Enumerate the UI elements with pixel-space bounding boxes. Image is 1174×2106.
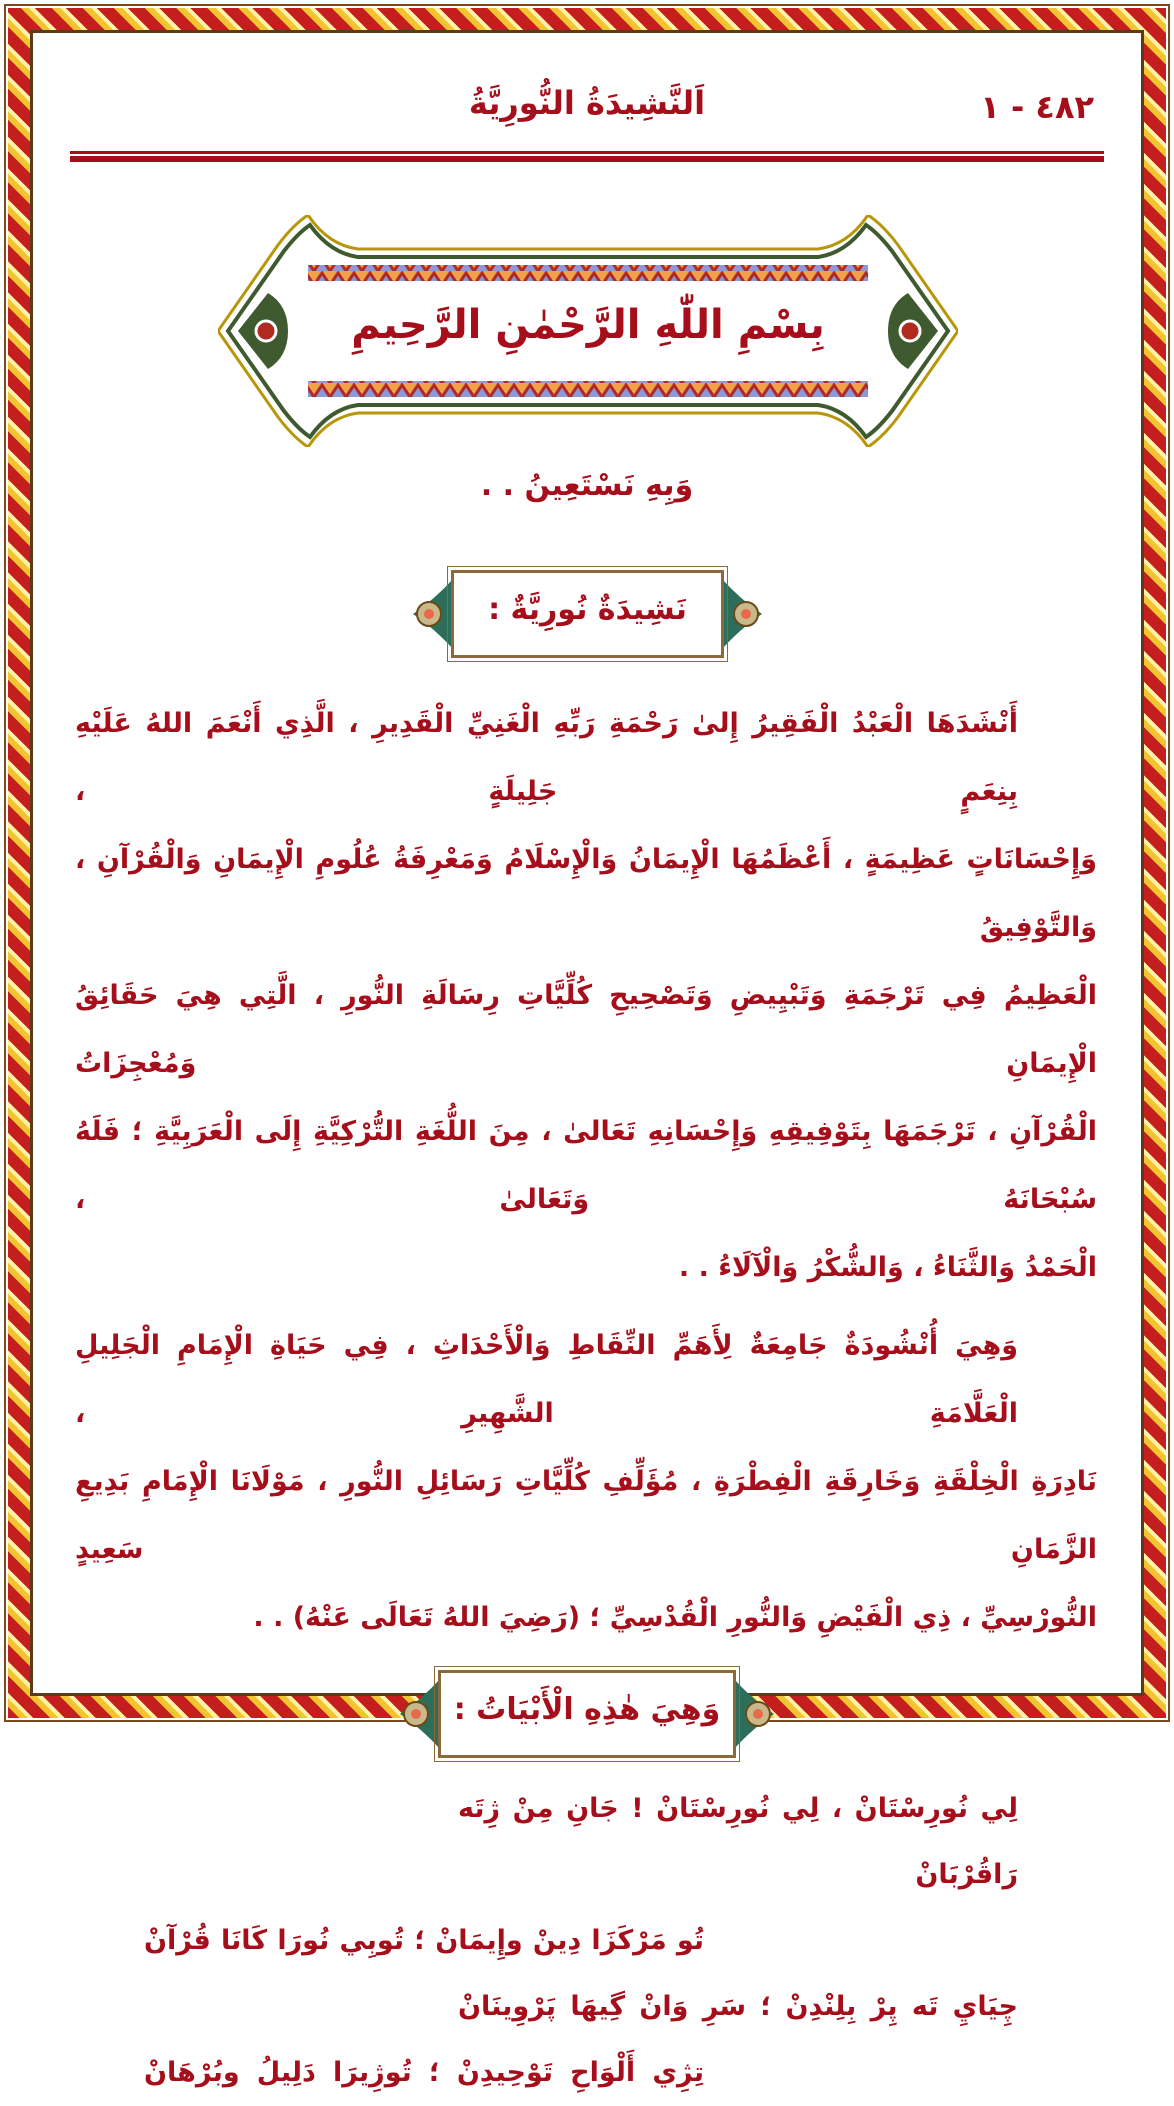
header-rule-thin: [70, 151, 1104, 154]
paragraph1-line: الْعَظِيمُ فِي تَرْجَمَةِ وَتَبْيِيضِ وَتَصْحِيحِ كُلِّيَّاتِ رِسَالَةِ النُّورِ ، الَّتِي هِيَ حَقَائِقُ الْإِيمَانِ وَمُعْجِزَاتُ: [75, 980, 1097, 1079]
paragraph2-line: النُّورْسِيِّ ، ذِي الْفَيْضِ وَالنُّورِ الْقُدْسِيِّ ؛ (رَضِيَ اللهُ تَعَالَى عَنْهُ) . .: [253, 1602, 1097, 1633]
medallion-right-icon: [900, 321, 920, 341]
poem-verse: تِژِي أَلْوَاحِ تَوْحِيدِنْ ؛ تُوژِيرَا دَلِيلُ وبُرْهَانْ: [144, 2057, 704, 2088]
paragraph1-line: الْقُرْآنِ ، تَرْجَمَهَا بِتَوْفِيقِهِ وَإِحْسَانِهِ تَعَالىٰ ، مِنَ اللُّغَةِ التُّرْكِيَّةِ إِلَى الْعَرَبِيَّةِ ؛ فَلَهُ سُبْحَانَهُ وَتَعَالىٰ ،: [75, 1116, 1097, 1215]
body-text: [75, 690, 1097, 2106]
section-title-box-2: [392, 1666, 782, 1762]
poem-verse: تُو مَرْكَزَا دِينْ وإِيمَانْ ؛ تُوبِي نُورَا كَانَا قُرْآنْ: [144, 1925, 704, 1956]
paragraph1-line: الْحَمْدُ وَالثَّنَاءُ ، وَالشُّكْرُ وَالْآلَاءُ . .: [678, 1252, 1097, 1283]
section-title-1: نَشِيدَةٌ نُورِيَّةٌ :: [488, 592, 687, 627]
poem-verse: لِي نُورِسْتَانْ ، لِي نُورِسْتَانْ ! جَانِ مِنْ ژِتَه رَاقُرْبَانْ: [458, 1793, 1018, 1890]
arabesque-ornament-left-icon: [405, 579, 453, 649]
page-number: ٤٨٢ - ١: [980, 88, 1094, 126]
arabesque-ornament-right-icon: [734, 1679, 782, 1749]
zigzag-band-top: [308, 265, 868, 281]
arabesque-ornament-left-icon: [392, 1679, 440, 1749]
zigzag-band-bottom: [308, 381, 868, 397]
section-title-box-1: [405, 566, 770, 662]
poem-verse: چِيَايِ تَه پِرْ بِلِنْدِنْ ؛ سَرِ وَانْ گِيهَا پَرْوِينَانْ: [458, 1991, 1018, 2022]
section-title-2: وَهِيَ هٰذِهِ الْأَبْيَاتُ :: [453, 1692, 721, 1727]
invocation-line: وَبِهِ نَسْتَعِينُ . .: [480, 468, 694, 503]
basmala-calligraphy: بِسْمِ اللّٰهِ الرَّحْمٰنِ الرَّحِيمِ: [351, 302, 825, 348]
paragraph2-line: وَهِيَ أُنْشُودَةٌ جَامِعَةٌ لِأَهَمِّ النِّقَاطِ وَالْأَحْدَاثِ ، فِي حَيَاةِ الْإِمَامِ الْجَلِيلِ الْعَلَّامَةِ الشَّهِيرِ ،: [75, 1330, 1018, 1429]
header-rule-thick: [70, 156, 1104, 162]
paragraph2-line: نَادِرَةِ الْخِلْقَةِ وَخَارِقَةِ الْفِطْرَةِ ، مُؤَلِّفِ كُلِّيَّاتِ رَسَائِلِ النُّورِ ، مَوْلَانَا الْإِمَامِ بَدِيعِ الزَّمَانِ سَعِيدٍ: [75, 1466, 1097, 1565]
running-title: اَلنَّشِيدَةُ النُّورِيَّةُ: [468, 84, 706, 122]
arabesque-ornament-right-icon: [722, 579, 770, 649]
medallion-left-icon: [256, 321, 276, 341]
paragraph1-line: أَنْشَدَهَا الْعَبْدُ الْفَقِيرُ إِلىٰ رَحْمَةِ رَبِّهِ الْغَنِيِّ الْقَدِيرِ ، الَّذِي أَنْعَمَ اللهُ عَلَيْهِ بِنِعَمٍ جَلِيلَةٍ ،: [75, 708, 1018, 807]
paragraph1-line: وَإِحْسَانَاتٍ عَظِيمَةٍ ، أَعْظَمُهَا الْإِيمَانُ وَالْإِسْلَامُ وَمَعْرِفَةُ عُلُومِ الْإِيمَانِ وَالْقُرْآنِ ، وَالتَّوْفِيقُ: [75, 844, 1097, 943]
